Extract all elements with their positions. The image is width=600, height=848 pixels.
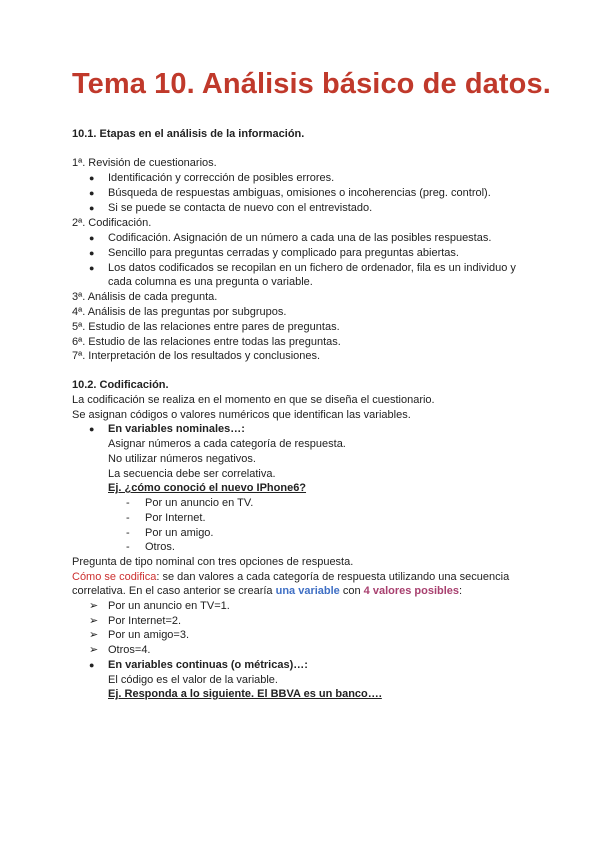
dash-icon: - [126,512,130,524]
dash-icon: - [126,497,130,509]
step-1: 1ª. Revisión de cuestionarios. [72,157,217,169]
list-item: Por un anuncio en TV. [145,497,254,509]
list-item: Codificación. Asignación de un número a cada una de las posibles respuestas. [108,232,492,244]
bullet-icon: ● [89,424,95,434]
step-2: 2ª. Codificación. [72,217,152,229]
list-item: Por Internet=2. [108,615,182,627]
how-label: Cómo se codifica [72,571,157,583]
list-item: Identificación y corrección de posibles errores. [108,172,335,184]
highlight-blue: una variable [275,585,340,597]
list-item: Búsqueda de respuestas ambiguas, omisiones o incoherencias (preg. control). [108,187,491,199]
step-7: 7ª. Interpretación de los resultados y conclusiones. [72,350,321,362]
how-text: : se dan valores a cada categoría de respuesta utilizando una secuencia [156,571,510,583]
paragraph [72,584,462,598]
paragraph: Pregunta de tipo nominal con tres opciones de respuesta. [72,556,354,568]
bullet-icon: ● [89,203,95,213]
example-1: Ej. ¿cómo conoció el nuevo IPhone6? [108,482,307,494]
example-2: Ej. Responda a lo siguiente. El BBVA es un banco…. [108,688,382,700]
list-item: Sencillo para preguntas cerradas y complicado para preguntas abiertas. [108,247,459,259]
paragraph: No utilizar números negativos. [108,453,256,465]
bullet-icon: ● [89,188,95,198]
bullet-icon: ● [89,173,95,183]
paragraph: Se asignan códigos o valores numéricos que identifican las variables. [72,409,411,421]
paragraph: La secuencia debe ser correlativa. [108,468,276,480]
dash-icon: - [126,527,130,539]
step-4: 4ª. Análisis de las preguntas por subgrupos. [72,306,287,318]
section-heading-1: 10.1. Etapas en el análisis de la información. [72,128,305,140]
list-item: Los datos codificados se recopilan en un fichero de ordenador, fila es un individuo y [108,262,516,274]
dash-icon: - [126,541,130,553]
arrow-bullet-icon: ➢ [89,615,99,627]
list-item: Por un amigo. [145,527,214,539]
page-title: Tema 10. Análisis básico de datos. [72,68,551,100]
bullet-icon: ● [89,248,95,258]
list-item: Otros=4. [108,644,151,656]
paragraph: El código es el valor de la variable. [108,674,278,686]
paragraph: La codificación se realiza en el momento en que se diseña el cuestionario. [72,394,435,406]
bullet-icon: ● [89,263,95,273]
step-5: 5ª. Estudio de las relaciones entre pares de preguntas. [72,321,340,333]
continuous-heading: En variables continuas (o métricas)…: [108,659,308,671]
bullet-icon: ● [89,233,95,243]
highlight-pink: 4 valores posibles [363,585,460,597]
step-6: 6ª. Estudio de las relaciones entre todas las preguntas. [72,336,341,348]
bullet-icon: ● [89,660,95,670]
paragraph [72,570,509,584]
list-item: Por Internet. [145,512,206,524]
section-heading-2: 10.2. Codificación. [72,379,169,391]
list-item: Si se puede se contacta de nuevo con el entrevistado. [108,202,373,214]
arrow-bullet-icon: ➢ [89,644,99,656]
list-item-continuation: cada columna es una pregunta o variable. [108,276,313,288]
arrow-bullet-icon: ➢ [89,600,99,612]
step-3: 3ª. Análisis de cada pregunta. [72,291,218,303]
text-span: : [459,585,463,597]
paragraph: Asignar números a cada categoría de respuesta. [108,438,346,450]
list-item: Por un anuncio en TV=1. [108,600,230,612]
text-span: con [339,585,364,597]
text-span: correlativa. En el caso anterior se crearía [72,585,276,597]
nominal-heading: En variables nominales…: [108,423,245,435]
list-item: Otros. [145,541,175,553]
arrow-bullet-icon: ➢ [89,629,99,641]
list-item: Por un amigo=3. [108,629,190,641]
